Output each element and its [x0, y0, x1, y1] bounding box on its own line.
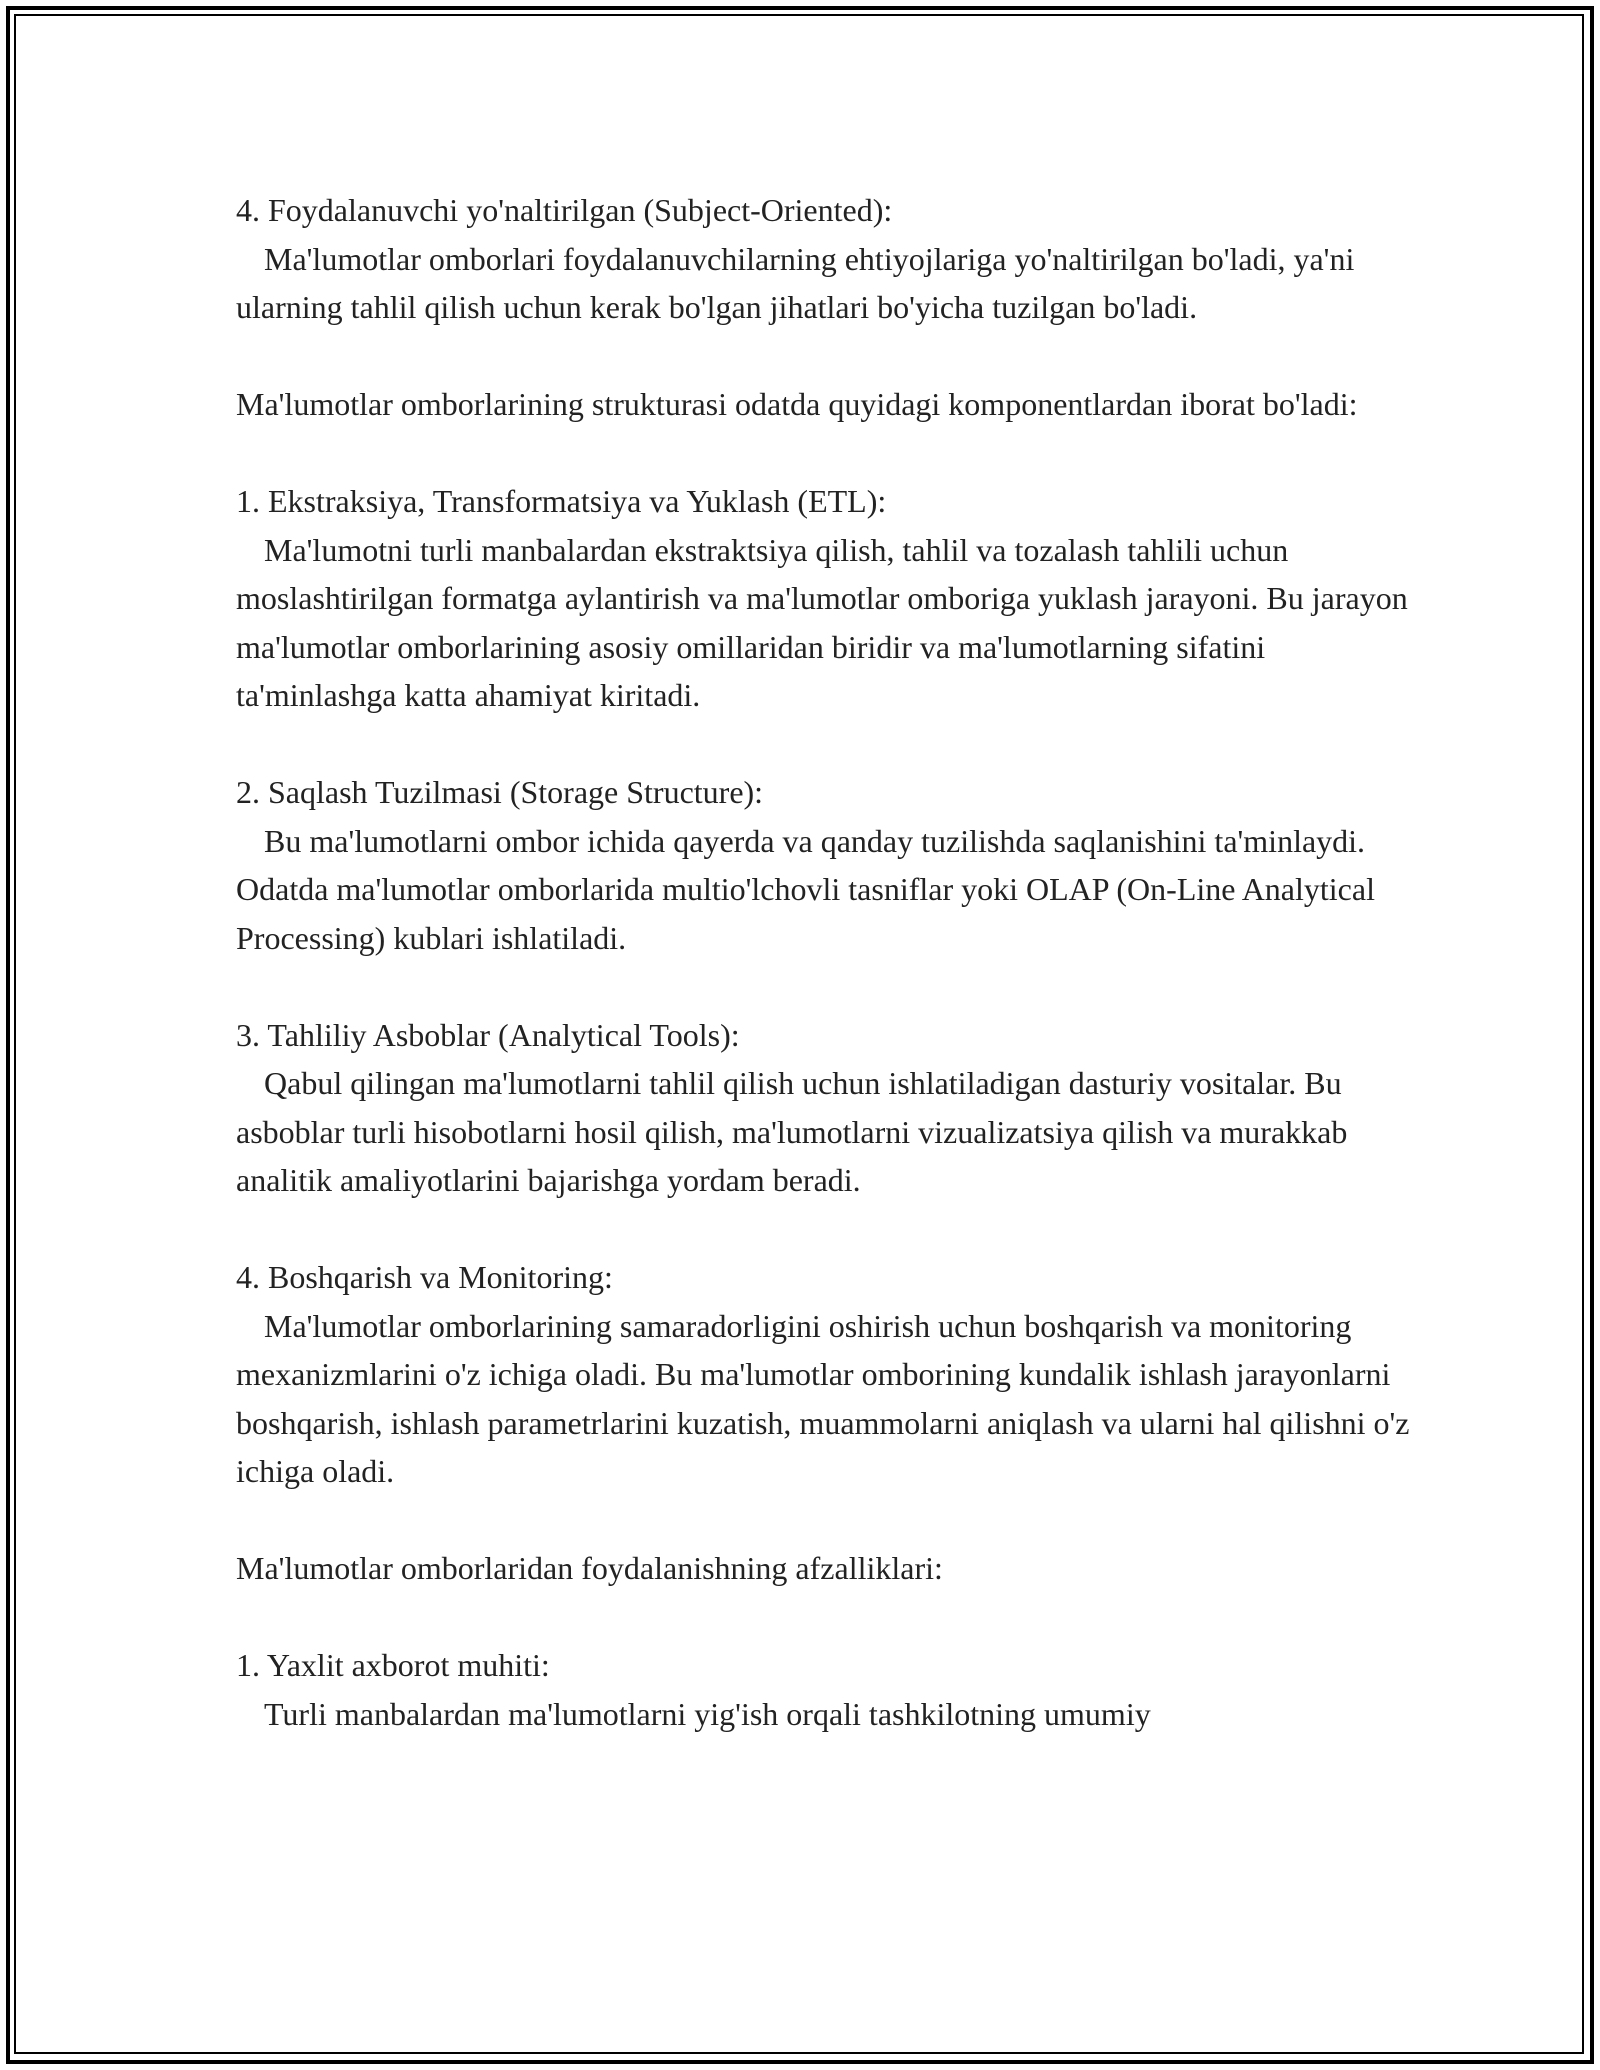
paragraph-gap — [236, 1205, 1416, 1254]
paragraph-gap — [236, 332, 1416, 381]
section-heading: 2. Saqlash Tuzilmasi (Storage Structure): — [236, 774, 764, 810]
section-text: Ma'lumotni turli manbalardan ekstraktsiya qilish, tahlil va tozalash tahlili uchun moslashtirilgan formatga aylantirish va ma'lumotlar omboriga yuklash jarayoni. Bu jarayon ma'lumotlar omborlarining asosiy omillaridan biridir va ma'lumotlarning sifatini ta'minlashga katta ahamiyat kiritadi. — [236, 531, 1416, 713]
section-heading: 4. Foydalanuvchi yo'naltirilgan (Subject-Oriented): — [236, 192, 893, 228]
document-body — [236, 186, 1416, 1738]
section-text: Bu ma'lumotlarni ombor ichida qayerda va qanday tuzilishda saqlanishini ta'minlaydi. Odatda ma'lumotlar omborlarida multio'lchovli tasniflar yoki OLAP (On-Line Analytical Processing) kublari ishlatiladi. — [236, 822, 1383, 956]
paragraph-gap — [236, 1593, 1416, 1642]
section-heading: 4. Boshqarish va Monitoring: — [236, 1259, 613, 1295]
section-text: Turli manbalardan ma'lumotlarni yig'ish orqali tashkilotning umumiy — [264, 1695, 1151, 1732]
paragraph: Ma'lumotlar omborlarining strukturasi odatda quyidagi komponentlardan iborat bo'ladi: — [236, 386, 1358, 422]
paragraph-gap — [236, 429, 1416, 478]
paragraph: Ma'lumotlar omborlaridan foydalanishning afzalliklari: — [236, 1550, 943, 1586]
section-text: Ma'lumotlar omborlarining samaradorligini oshirish uchun boshqarish va monitoring mexanizmlarini o'z ichiga oladi. Bu ma'lumotlar omborining kundalik ishlash jarayonlarni boshqarish, ishlash parametrlarini kuzatish, muammolarni aniqlash va ularni hal qilishni o'z ichiga oladi. — [236, 1307, 1418, 1489]
section-text: Qabul qilingan ma'lumotlarni tahlil qilish uchun ishlatiladigan dasturiy vositalar. Bu asboblar turli hisobotlarni hosil qilish, ma'lumotlarni vizualizatsiya qilish va murakkab analitik amaliyotlarini bajarishga yordam beradi. — [236, 1065, 1356, 1198]
section-heading: 1. Yaxlit axborot muhiti: — [236, 1647, 550, 1683]
paragraph-gap — [236, 962, 1416, 1011]
section-heading: 1. Ekstraksiya, Transformatsiya va Yuklash (ETL): — [236, 483, 887, 519]
paragraph-gap — [236, 1496, 1416, 1545]
section-text: Ma'lumotlar omborlari foydalanuvchilarning ehtiyojlariga yo'naltirilgan bo'ladi, ya'ni ularning tahlil qilish uchun kerak bo'lgan jihatlari bo'yicha tuzilgan bo'ladi. — [236, 240, 1363, 325]
section-heading: 3. Tahliliy Asboblar (Analytical Tools): — [236, 1016, 740, 1053]
paragraph-gap — [236, 720, 1416, 769]
